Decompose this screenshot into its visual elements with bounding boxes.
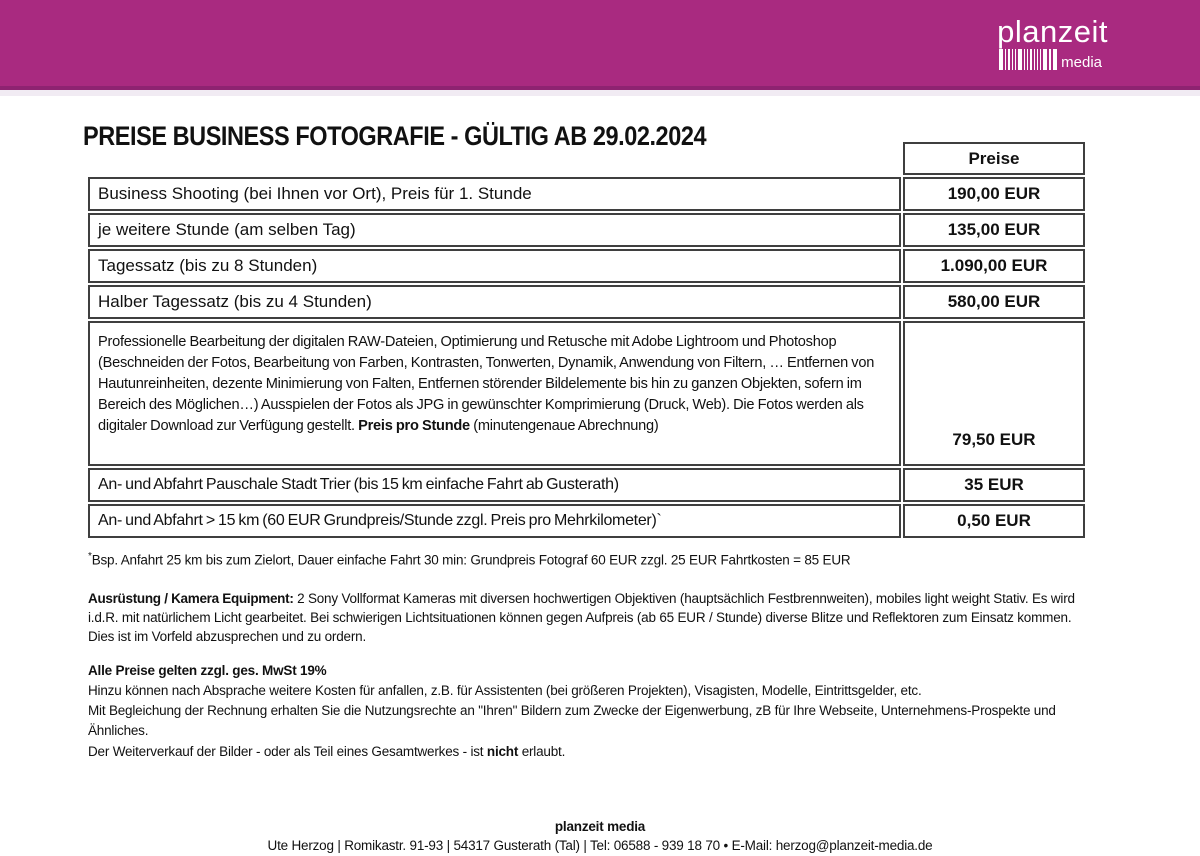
table-row-price: 79,50 EUR bbox=[903, 321, 1085, 466]
detail-text: Professionelle Bearbeitung der digitalen RAW-Dateien, Optimierung und Retusche mit Adobe Lightroom und Photoshop (Beschneiden der Fotos, Bearbeitung von Farben, Kontrasten, Tonwerten, Dynamik, Anwendung von Filtern, … Entfernen von Hautunreinheiten, dezente Minimierung von Falten, Entfernen störender Bildelemente bis hin zu ganzen Objekten, sofern im Bereich des Möglichen…) Ausspielen der Fotos als JPG in gewünschter Komprimierung (Druck, Web). Die Fotos werden als digitaler Download zur Verfügung gestellt. bbox=[98, 334, 875, 434]
detail-text-bold: Preis pro Stunde bbox=[358, 418, 470, 434]
brand-banner bbox=[0, 0, 1200, 90]
tax-line-resale bbox=[88, 742, 1088, 762]
price-table bbox=[88, 142, 1085, 538]
tax-line-usage-rights: Mit Begleichung der Rechnung erhalten Sie die Nutzungsrechte an "Ihren" Bildern zum Zwecke der Eigenwerbung, zB für Ihre Webseite, Unternehmens-Prospekte und Ähnliches. bbox=[88, 703, 1056, 739]
equipment-text: 2 Sony Vollformat Kameras mit diversen hochwertigen Objektiven (hauptsächlich Festbrennweiten), mobiles light weight Stativ. Es wird i.d.R. mit natürlichem Licht gearbeitet. Bei schwierigen Lichtsituationen können gegen Aufpreis (ab 65 EUR / Stunde) diverse Blitze und Reflektoren zum Einsatz kommen. Dies ist im Vorfeld abzusprechen und zu ordern. bbox=[88, 591, 1075, 645]
equipment-paragraph bbox=[88, 589, 1088, 646]
resale-text: Der Weiterverkauf der Bilder - oder als Teil eines Gesamtwerkes - ist bbox=[88, 743, 487, 759]
resale-text-after: erlaubt. bbox=[518, 743, 566, 759]
footnote-marker: * bbox=[88, 551, 92, 562]
logo-sub-wordmark: media bbox=[1061, 54, 1102, 71]
footer-contact-line: Ute Herzog | Romikastr. 91-93 | 54317 Gusterath (Tal) | Tel: 06588 - 939 18 70 • E-Mail: herzog@planzeit-media.de bbox=[267, 837, 933, 853]
table-row-label: Halber Tagessatz (bis zu 4 Stunden) bbox=[88, 285, 901, 319]
table-row-label: Tagessatz (bis zu 8 Stunden) bbox=[88, 249, 901, 283]
table-row-price: 135,00 EUR bbox=[903, 213, 1085, 247]
page-footer bbox=[0, 818, 1200, 856]
table-row-price: 190,00 EUR bbox=[903, 177, 1085, 211]
equipment-lead: Ausrüstung / Kamera Equipment: bbox=[88, 591, 294, 607]
planzeit-logo bbox=[997, 16, 1108, 70]
resale-text-bold: nicht bbox=[486, 743, 519, 759]
travel-example-footnote bbox=[88, 550, 1088, 569]
document-body bbox=[0, 90, 1200, 762]
table-row-price: 1.090,00 EUR bbox=[903, 249, 1085, 283]
page-title: PREISE BUSINESS FOTOGRAFIE - GÜLTIG AB 29.02.2024 bbox=[83, 121, 707, 151]
table-row-price: 35 EUR bbox=[903, 468, 1085, 502]
table-row-label: An- und Abfahrt Pauschale Stadt Trier (bis 15 km einfache Fahrt ab Gusterath) bbox=[88, 468, 901, 502]
footer-company-name: planzeit media bbox=[554, 818, 646, 834]
logo-wordmark: planzeit bbox=[997, 14, 1108, 49]
barcode-icon bbox=[999, 49, 1059, 70]
tax-line-extra-costs: Hinzu können nach Absprache weitere Kosten für anfallen, z.B. für Assistenten (bei größeren Projekten), Visagisten, Modelle, Eintrittsgelder, etc. bbox=[88, 682, 922, 698]
table-row-detail-label bbox=[88, 321, 901, 466]
table-row-label: je weitere Stunde (am selben Tag) bbox=[88, 213, 901, 247]
tax-and-terms-block bbox=[88, 661, 1088, 762]
tax-heading: Alle Preise gelten zzgl. ges. MwSt 19% bbox=[88, 662, 327, 678]
price-column-header: Preise bbox=[903, 142, 1085, 175]
footnote-text: Bsp. Anfahrt 25 km bis zum Zielort, Dauer einfache Fahrt 30 min: Grundpreis Fotograf 60 EUR zzgl. 25 EUR Fahrtkosten = 85 EUR bbox=[91, 552, 851, 568]
table-row-price: 580,00 EUR bbox=[903, 285, 1085, 319]
table-row-price: 0,50 EUR bbox=[903, 504, 1085, 538]
table-row-label: An- und Abfahrt > 15 km (60 EUR Grundpreis/Stunde zzgl. Preis pro Mehrkilometer)` bbox=[88, 504, 901, 538]
table-row-label: Business Shooting (bei Ihnen vor Ort), Preis für 1. Stunde bbox=[88, 177, 901, 211]
detail-text-after: (minutengenaue Abrechnung) bbox=[469, 418, 659, 434]
